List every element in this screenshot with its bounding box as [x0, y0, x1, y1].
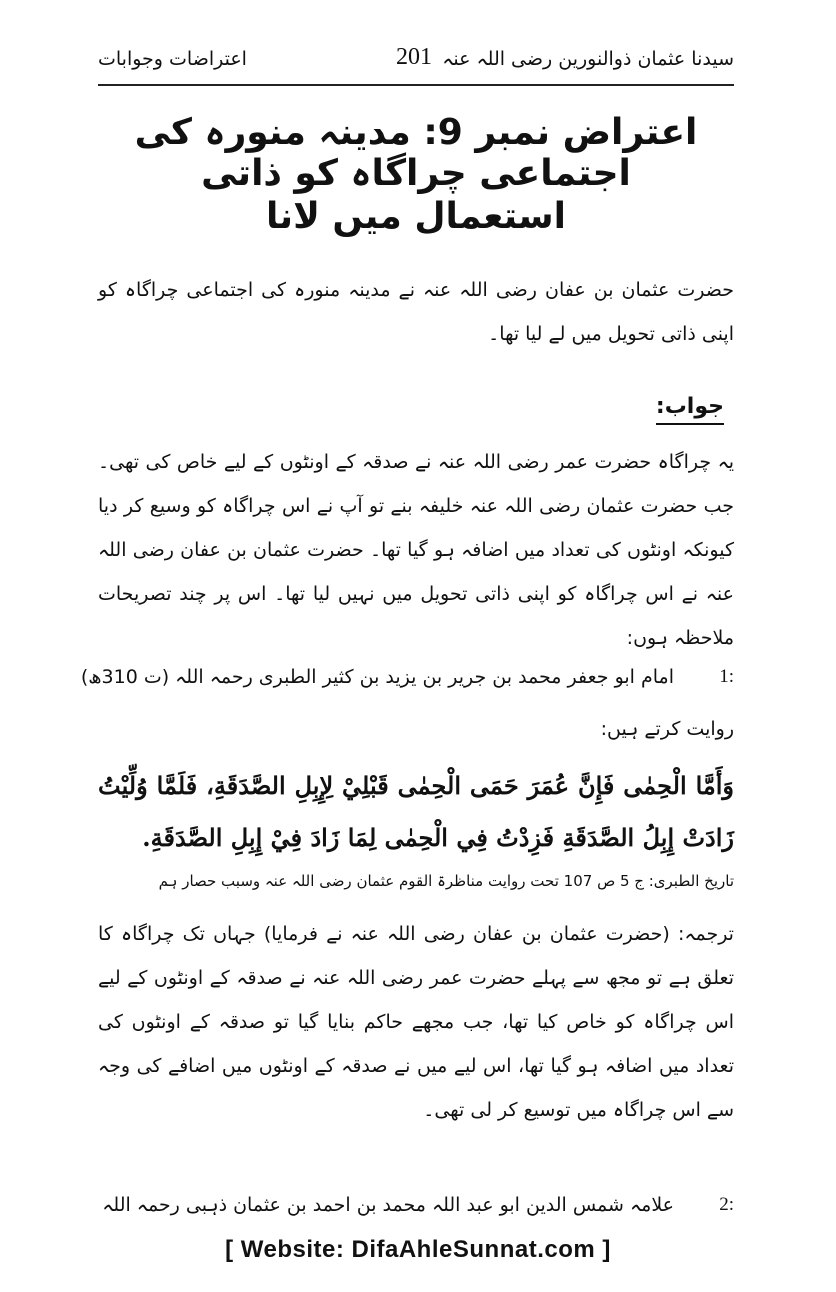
citation-author: علامہ شمس الدین ابو عبد اللہ محمد بن احمد بن عثمان ذہبی رحمہ اللہ — [102, 1194, 674, 1216]
objection-text: حضرت عثمان بن عفان رضی اللہ عنہ نے مدینہ منورہ کی اجتماعی چراگاہ کو اپنی ذاتی تحویل میں لے لیا تھا۔ — [98, 279, 734, 345]
page-number: 201 — [396, 44, 432, 70]
arabic-quote: وَأَمَّا الْحِمٰى فَإِنَّ عُمَرَ حَمَى الْحِمٰى قَبْلِيْ لِإِبِلِ الصَّدَقَةِ، فَلَمَّا وُلِّيْتُ زَادَتْ إِبِلُ الصَّدَقَةِ فَزِدْتُ فِي الْحِمٰى لِمَا زَادَ فِيْ إِبِلِ الصَّدَقَةِ. — [98, 771, 734, 852]
citation-item-1 — [80, 666, 734, 696]
item-number: 2: — [719, 1194, 734, 1215]
objection-title-line-2: استعمال میں لانا — [266, 196, 566, 237]
answer-heading: جواب: — [656, 394, 724, 425]
citation-author: امام ابو جعفر محمد بن جریر بن یزید بن کثیر الطبری رحمہ اللہ (ت 310ھ) — [80, 666, 674, 688]
chapter-title: اعتراضات وجوابات — [98, 48, 247, 70]
citation-item-2 — [98, 1194, 734, 1224]
translation-label: ترجمہ: — [677, 923, 734, 945]
objection-title-line-1: اعتراض نمبر 9: مدینہ منورہ کی اجتماعی چراگاہ کو ذاتی — [134, 112, 698, 194]
translation-block — [98, 912, 734, 1132]
item-number: 1: — [719, 666, 734, 687]
website-footer: [ Website: DifaAhleSunnat.com ] — [225, 1236, 611, 1263]
source-reference: تاریخ الطبری: ج 5 ص 107 تحت روایت مناظرۃ القوم عثمان رضی اللہ عنہ وسبب حصار ہم — [158, 872, 734, 890]
translation-text: (حضرت عثمان بن عفان رضی اللہ عنہ نے فرمایا) جہاں تک چراگاہ کا تعلق ہے تو مجھ سے پہلے حضرت عمر رضی اللہ عنہ نے صدقہ کے اونٹوں کے لیے اس چراگاہ کو خاص کیا تھا، جب مجھے حاکم بنایا گیا تو صدقہ کے اونٹوں کی تعداد میں اضافہ ہو گیا تھا، اس لیے میں نے صدقہ کے اونٹوں میں اضافے کی وجہ سے اس چراگاہ میں توسیع کر لی تھی۔ — [98, 923, 734, 1121]
book-title: سیدنا عثمان ذوالنورین رضی اللہ عنہ — [442, 48, 734, 70]
page-header — [98, 40, 734, 86]
answer-paragraph: یہ چراگاہ حضرت عمر رضی اللہ عنہ نے صدقہ کے اونٹوں کے لیے خاص کی تھی۔ جب حضرت عثمان رضی اللہ عنہ خلیفہ بنے تو آپ نے اس چراگاہ کو وسیع کر دیا کیونکہ اونٹوں کی تعداد میں اضافہ ہو گیا تھا۔ حضرت عثمان بن عفان رضی اللہ عنہ نے اس چراگاہ کو اپنی ذاتی تحویل میں نہیں لیا تھا۔ اس پر چند تصریحات ملاحظہ ہوں: — [98, 451, 734, 649]
citation-continuation: روایت کرتے ہیں: — [600, 718, 734, 740]
